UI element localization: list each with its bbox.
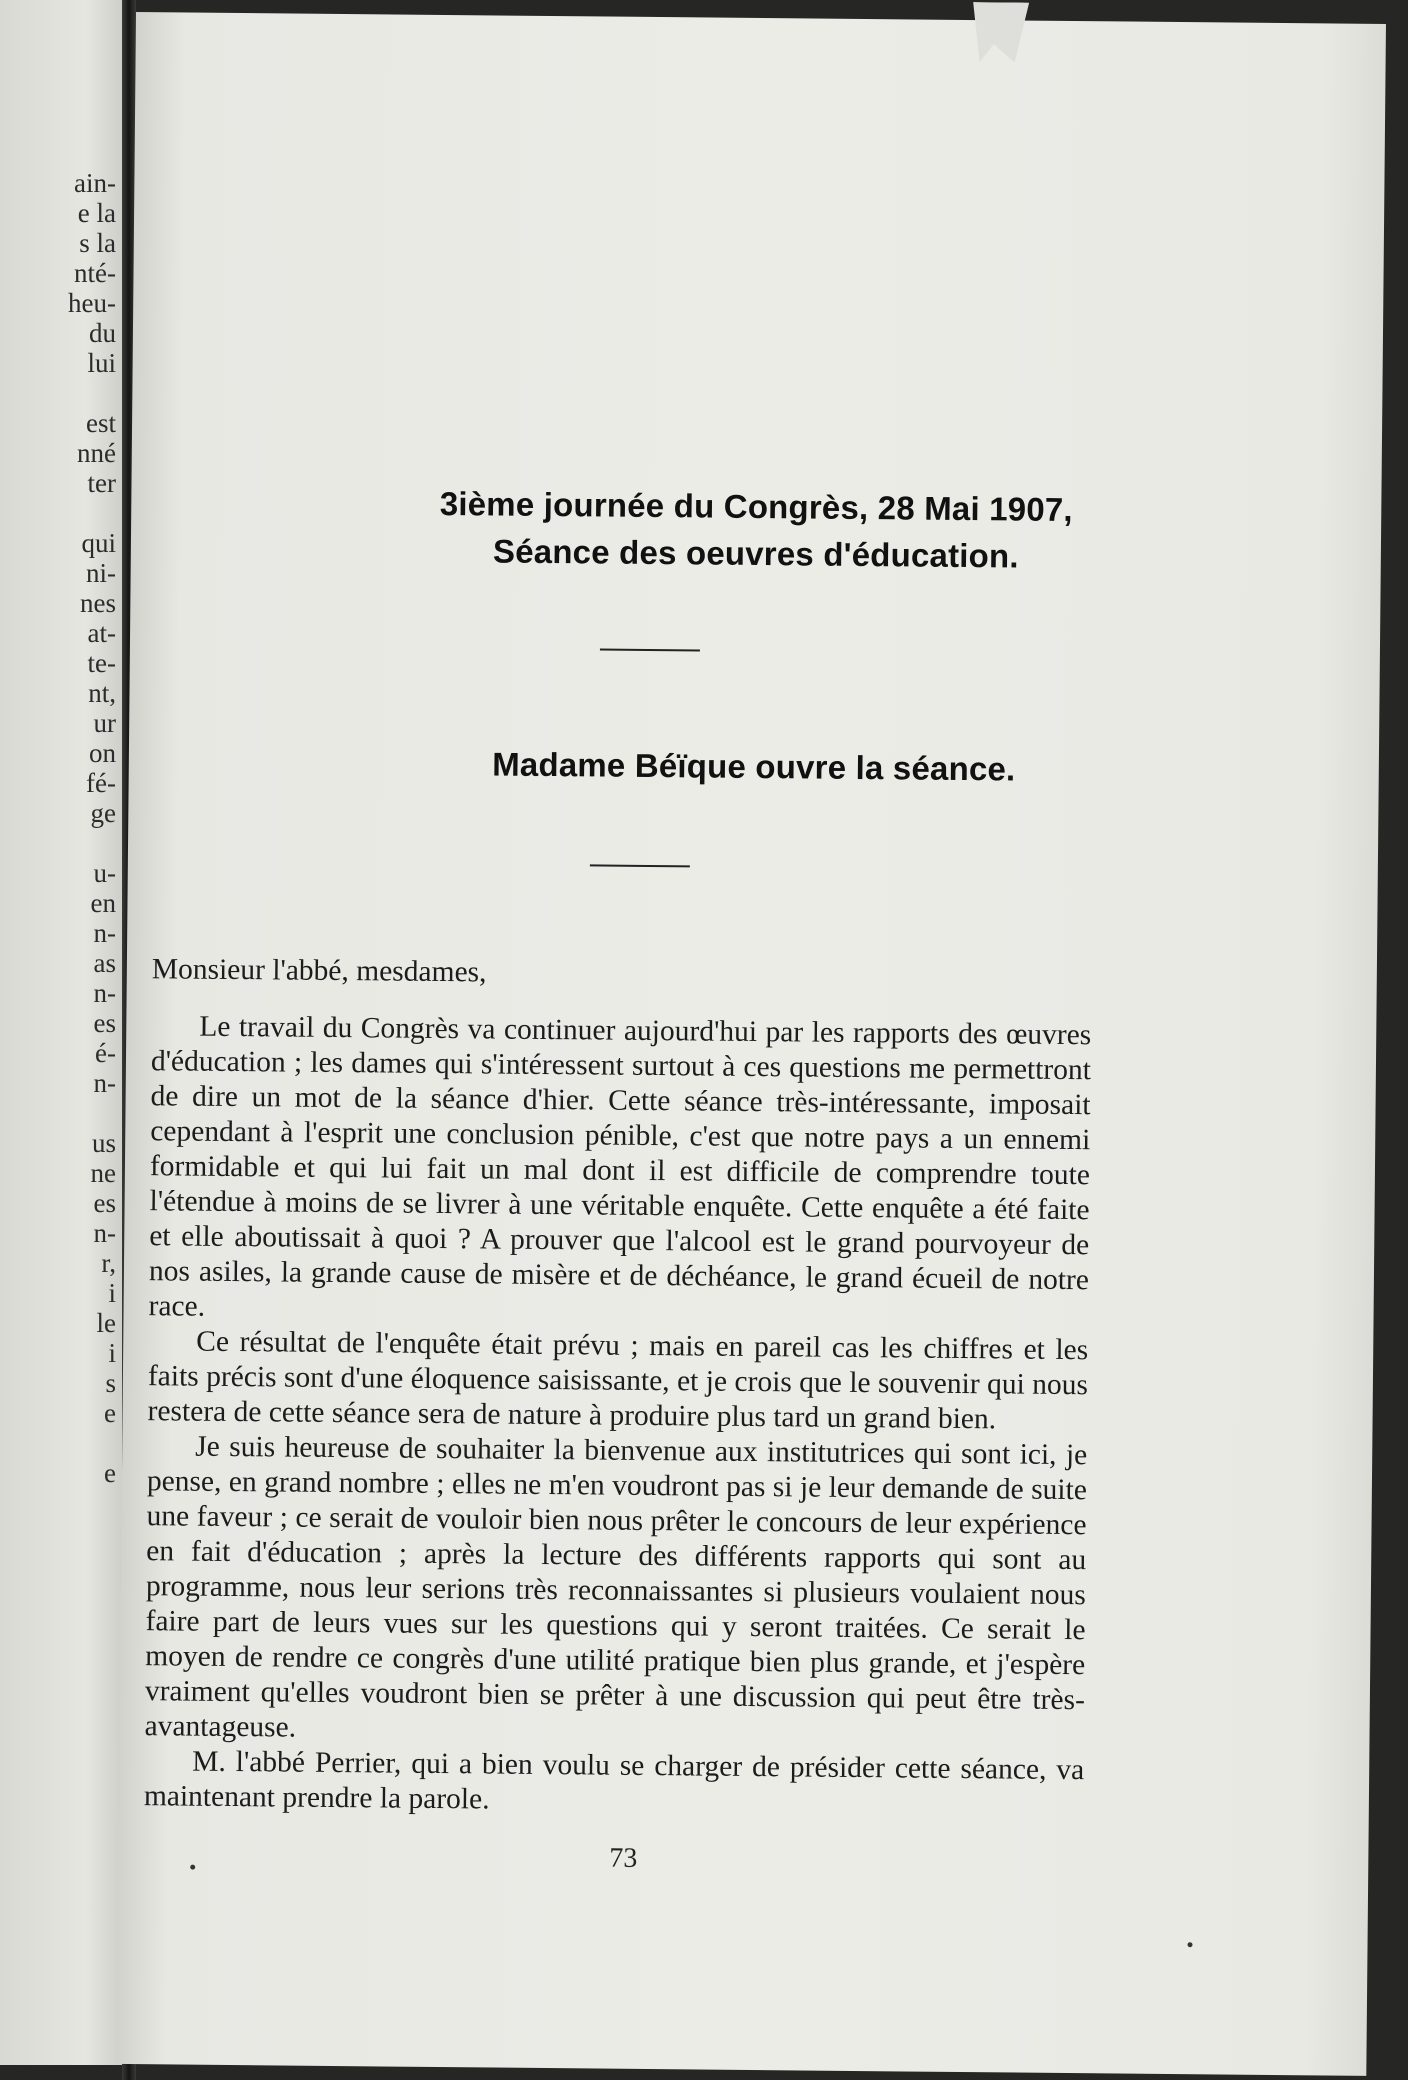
right-page bbox=[116, 12, 1386, 2076]
print-speck bbox=[1188, 1942, 1193, 1947]
paper-tear bbox=[966, 2, 1037, 63]
section-divider bbox=[600, 648, 700, 651]
left-page-text-fragment: es bbox=[93, 1188, 116, 1218]
left-page-text-fragment: u- bbox=[93, 858, 116, 888]
left-page-text-fragment: n- bbox=[93, 1068, 116, 1098]
left-page-text-fragment: te- bbox=[87, 648, 116, 678]
left-page-text-fragment: as bbox=[93, 948, 116, 978]
left-page-text-fragment: nes bbox=[80, 588, 116, 618]
left-page-text-fragment: es bbox=[93, 1008, 116, 1038]
paragraph: Ce résultat de l'enquête était prévu ; mais en pareil cas les chiffres et les faits précis sont d'une éloquence saisissante, et je crois que le souvenir qui nous restera de cette séance sera de nature à produire plus tard un grand bien. bbox=[147, 1325, 1089, 1436]
left-page-text-fragment: du bbox=[89, 318, 116, 348]
left-page-text-fragment: ain- bbox=[74, 168, 116, 198]
paragraph: M. l'abbé Perrier, qui a bien voulu se charger de présider cette séance, va maintenant prendre la parole. bbox=[143, 1745, 1085, 1816]
left-page-text-fragment: n- bbox=[93, 1218, 116, 1248]
left-page-text-fragment: e bbox=[104, 1398, 116, 1428]
left-page-text-fragment: n- bbox=[93, 978, 116, 1008]
left-page-text-fragment: s bbox=[105, 1368, 116, 1398]
left-page-text-fragment: ur bbox=[93, 708, 116, 738]
print-speck bbox=[190, 1865, 195, 1870]
left-page-text-fragment: lui bbox=[87, 348, 116, 378]
page-subheading: Madame Béïque ouvre la séance. bbox=[492, 745, 1016, 788]
left-page-text-fragment: i bbox=[108, 1338, 116, 1368]
left-page-text-fragment: n- bbox=[93, 918, 116, 948]
left-page-text-fragment: nté- bbox=[74, 258, 116, 288]
salutation: Monsieur l'abbé, mesdames, bbox=[151, 953, 487, 989]
left-page-text-fragment: fé- bbox=[86, 768, 116, 798]
left-page-text-fragment: i bbox=[108, 1278, 116, 1308]
left-page-text-fragment: nt, bbox=[88, 678, 116, 708]
body-text bbox=[144, 952, 1092, 1823]
left-page-text-fragment: at- bbox=[87, 618, 116, 648]
left-page-text-fragment: ter bbox=[87, 468, 116, 498]
left-page-text-fragment: s la bbox=[79, 228, 116, 258]
page-number: 73 bbox=[609, 1842, 638, 1874]
left-page-text-fragment: us bbox=[91, 1128, 116, 1158]
left-page-text-fragment: é- bbox=[95, 1038, 116, 1068]
paragraph: Le travail du Congrès va continuer aujourd'hui par les rapports des œuvres d'éducation ; les dames qui s'intéressent surtout à ces questions me permettront de dire un mot de la séance d'hier. Cette séance très-intéressante, imposait cependant à l'esprit une conclusion pénible, c'est que notre pays a un ennemi formidable et qui lui fait un mal dont il est difficile de comprendre toute l'étendue à moins de se livrer à une véritable enquête. Cette enquête a été faite et elle aboutissait à quoi ? A prouver que l'alcool est le grand pourvoyeur de nos asiles, la grande cause de misère et de déchéance, le grand écueil de notre race. bbox=[148, 1010, 1092, 1323]
left-page-text-fragment: r, bbox=[101, 1248, 116, 1278]
left-page-text-fragment: le bbox=[96, 1308, 116, 1338]
page-heading-line2: Séance des oeuvres d'éducation. bbox=[492, 532, 1019, 575]
left-page-text-fragment: on bbox=[89, 738, 116, 768]
paragraph: Je suis heureuse de souhaiter la bienvenue aux institutrices qui sont ici, je pense, en grand nombre ; elles ne m'en voudront pas si je leur demande de suite une faveur ; ce serait de vouloir bien nous prêter le concours de leur expérience en fait d'éducation ; après la lecture des différents rapports qui sont au programme, nous leur serions très reconnaissantes si plusieurs voulaient nous faire part de leurs vues sur les questions qui y seront traitées. Ce serait le moyen de rendre ce congrès d'une utilité pratique bien plus grande, et j'espère vraiment qu'elles voudront bien se prêter à une discussion qui peut être très-avantageuse. bbox=[144, 1430, 1088, 1744]
left-page-text-fragment: ne bbox=[90, 1158, 116, 1188]
left-page-text-fragment: ge bbox=[90, 798, 116, 828]
page-heading-line1: 3ième journée du Congrès, 28 Mai 1907, bbox=[439, 484, 1073, 529]
left-page-text-fragment: nné bbox=[77, 438, 116, 468]
left-page-text-fragment: e bbox=[104, 1458, 116, 1488]
section-divider bbox=[590, 864, 690, 867]
left-page-text-fragment: e la bbox=[77, 198, 116, 228]
left-page-edge bbox=[0, 0, 122, 2065]
left-page-text-fragment: qui bbox=[81, 528, 116, 558]
left-page-text-fragment: en bbox=[90, 888, 116, 918]
left-page-text-fragment: est bbox=[86, 408, 116, 438]
left-page-text-fragment: heu- bbox=[68, 288, 116, 318]
left-page-text-fragment: ni- bbox=[86, 558, 116, 588]
